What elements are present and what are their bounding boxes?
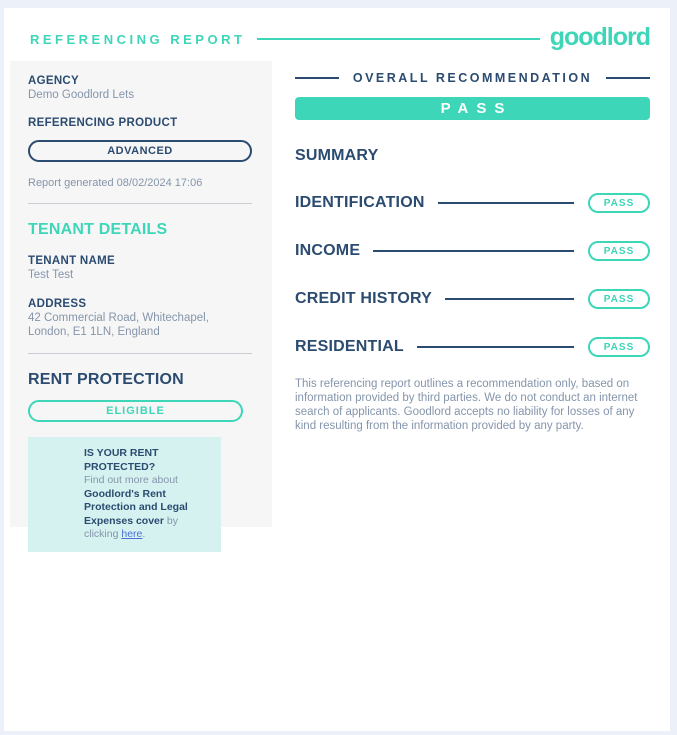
- sidebar-divider: [28, 203, 252, 204]
- section-label: CREDIT HISTORY: [295, 290, 433, 307]
- summary-row-identification: [295, 193, 650, 213]
- rent-protection-heading: RENT PROTECTION: [28, 371, 184, 388]
- status-pill: PASS: [588, 241, 650, 261]
- rent-protection-here-link[interactable]: here: [121, 528, 143, 540]
- section-rule: [373, 250, 574, 252]
- summary-row-residential: [295, 337, 650, 357]
- eligible-badge: ELIGIBLE: [28, 400, 243, 422]
- agency-value: Demo Goodlord Lets: [28, 89, 135, 101]
- report-header: [30, 24, 650, 54]
- section-rule: [445, 298, 574, 300]
- summary-heading: SUMMARY: [295, 147, 379, 164]
- info-box-title: IS YOUR RENT PROTECTED?: [84, 447, 159, 473]
- tenant-details-heading: TENANT DETAILS: [28, 220, 168, 238]
- goodlord-logo: goodlord: [549, 22, 650, 51]
- section-label: INCOME: [295, 242, 361, 259]
- info-text-suffix: .: [142, 528, 146, 540]
- referencing-product-label: REFERENCING PRODUCT: [28, 116, 178, 129]
- sidebar: [10, 61, 272, 540]
- summary-row-income: [295, 241, 650, 261]
- overall-recommendation-heading: [295, 71, 650, 85]
- summary-row-credit-history: [295, 289, 650, 309]
- info-text-bold: Goodlord's Rent Protection and Legal Expenses cover: [84, 487, 188, 527]
- section-label: IDENTIFICATION: [295, 194, 425, 211]
- section-rule: [417, 346, 574, 348]
- info-text-before: Find out more about: [84, 474, 178, 486]
- tenant-name-value: Test Test: [28, 268, 74, 281]
- info-box-text: [84, 474, 213, 542]
- overall-recommendation-title: OVERALL RECOMMENDATION: [352, 71, 593, 85]
- report-title: REFERENCING REPORT: [30, 31, 246, 47]
- info-text-after: by clicking: [84, 514, 178, 540]
- section-rule: [438, 202, 574, 204]
- sidebar-divider: [28, 353, 252, 354]
- product-badge: ADVANCED: [28, 140, 252, 162]
- disclaimer-text: This referencing report outlines a recommendation only, based on information provided by third parties. We do not conduct an internet search of applicants. Goodlord accepts no liability for losses of any kind resulting from the information provided by any party.: [295, 378, 638, 432]
- header-rule: [257, 38, 539, 40]
- status-pill: PASS: [588, 337, 650, 357]
- overall-status-bar: PASS: [295, 97, 650, 120]
- agency-label: AGENCY: [28, 75, 80, 87]
- report-generated-timestamp: Report generated 08/02/2024 17:06: [28, 176, 203, 189]
- report-content: [295, 61, 650, 433]
- recommendation-rule-left: [295, 77, 339, 79]
- address-label: ADDRESS: [28, 298, 87, 310]
- recommendation-rule-right: [606, 77, 650, 79]
- section-label: RESIDENTIAL: [295, 338, 404, 355]
- tenant-name-label: TENANT NAME: [28, 254, 115, 267]
- status-pill: PASS: [588, 289, 650, 309]
- status-pill: PASS: [588, 193, 650, 213]
- rent-protection-info-box: [28, 437, 221, 552]
- main-layout: [4, 61, 670, 540]
- report-page: [4, 8, 670, 731]
- address-value: 42 Commercial Road, Whitechapel, London, E1 1LN, England: [28, 312, 209, 338]
